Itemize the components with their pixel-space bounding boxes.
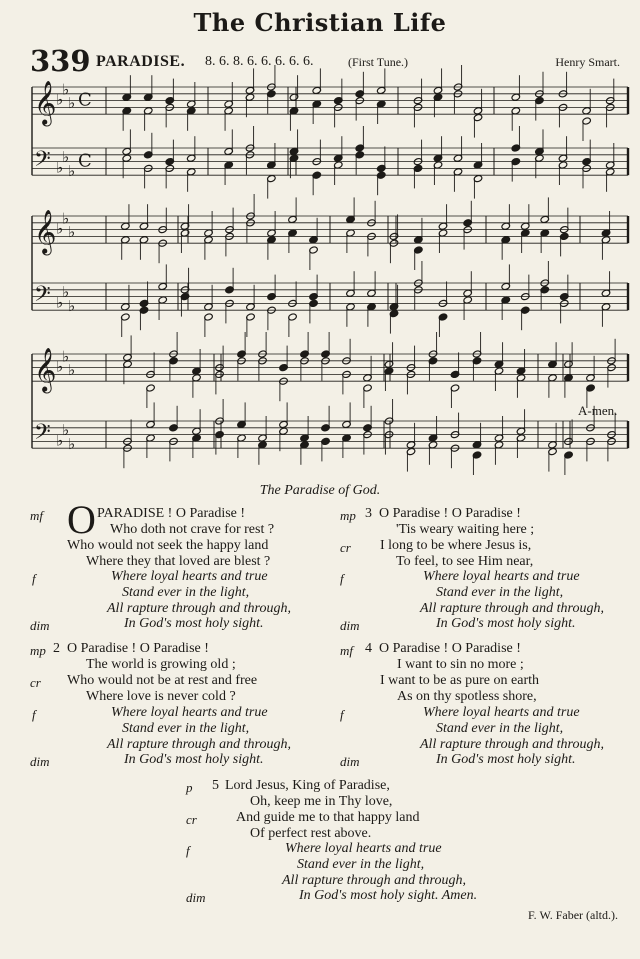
- verse-line: In God's most holy sight.: [124, 616, 264, 631]
- flat-sign: ♭: [68, 361, 76, 379]
- dynamic: f: [340, 707, 344, 722]
- flat-sign: ♭: [62, 347, 70, 366]
- bass-clef: 𝄢: [34, 419, 51, 450]
- dynamic: dim: [30, 754, 50, 769]
- music-score: [0, 0, 640, 475]
- flat-sign: ♭: [68, 161, 76, 180]
- verse-line: Stand ever in the light,: [436, 721, 564, 736]
- treble-clef: 𝄞: [34, 209, 57, 254]
- flat-sign: ♭: [68, 223, 76, 241]
- flat-sign: ♭: [62, 283, 70, 302]
- flat-sign: ♭: [62, 209, 70, 228]
- flat-sign: ♭: [68, 94, 76, 112]
- verse-line: All rapture through and through,: [282, 873, 466, 888]
- flat-sign: ♭: [56, 431, 64, 450]
- amen-label: A-men.: [578, 403, 618, 418]
- dynamic: f: [186, 843, 190, 858]
- dynamic: mp: [340, 508, 356, 523]
- bass-clef: 𝄢: [34, 146, 51, 177]
- verse-line: Who would not be at rest and free: [67, 673, 258, 688]
- verse-line: I long to be where Jesus is,: [380, 538, 532, 553]
- running-head: The Christian Life: [193, 8, 447, 37]
- verse-line: Who would not seek the happy land: [67, 538, 269, 553]
- verse-line: Stand ever in the light,: [436, 585, 564, 600]
- dynamic: p: [186, 780, 193, 795]
- verse-number: 5: [212, 778, 219, 793]
- time-signature: C: [78, 89, 92, 111]
- author-credit: F. W. Faber (altd.).: [527, 908, 618, 922]
- verse-line: Where loyal hearts and true: [285, 841, 442, 856]
- verse-line: To feel, to see Him near,: [396, 554, 534, 569]
- dynamic: f: [32, 707, 36, 722]
- verse-line: Where loyal hearts and true: [111, 569, 268, 584]
- dynamic: cr: [186, 812, 197, 827]
- verse-line: PARADISE ! O Paradise !: [97, 506, 246, 521]
- dynamic: dim: [30, 618, 50, 633]
- meter: 8. 6. 8. 6. 6. 6. 6. 6.: [205, 54, 314, 69]
- verse-line: The world is growing old ;: [86, 657, 236, 672]
- verse-line: All rapture through and through,: [107, 601, 291, 616]
- verse-line: O Paradise ! O Paradise !: [67, 641, 209, 656]
- verse-line: Where loyal hearts and true: [423, 705, 580, 720]
- flat-sign: ♭: [56, 357, 64, 376]
- flat-sign: ♭: [68, 296, 76, 315]
- flat-sign: ♭: [62, 148, 70, 167]
- flat-sign: ♭: [56, 293, 64, 312]
- flat-sign: ♭: [68, 434, 76, 453]
- verse-line: Where love is never cold ?: [86, 689, 236, 704]
- verse-number: 4: [365, 641, 372, 656]
- dynamic: f: [32, 571, 36, 586]
- dynamic: cr: [340, 540, 351, 555]
- verse-line: Where loyal hearts and true: [423, 569, 580, 584]
- drop-cap: O: [67, 497, 96, 542]
- verse-line: In God's most holy sight.: [436, 616, 576, 631]
- verse-line: In God's most holy sight.: [436, 752, 576, 767]
- verse-line: All rapture through and through,: [107, 737, 291, 752]
- verse-line: In God's most holy sight.: [124, 752, 264, 767]
- tune-variant: (First Tune.): [348, 55, 409, 69]
- verse-line: Of perfect rest above.: [250, 826, 372, 841]
- hymn-number: 339: [30, 44, 91, 78]
- verse-line: I want to sin no more ;: [397, 657, 524, 672]
- verse-line: All rapture through and through,: [420, 601, 604, 616]
- verse-line: In God's most holy sight. Amen.: [299, 888, 478, 903]
- verse-line: Stand ever in the light,: [122, 721, 250, 736]
- verse-number: 2: [53, 641, 60, 656]
- tune-name: PARADISE.: [96, 53, 186, 70]
- composer: Henry Smart.: [555, 55, 620, 69]
- verse-line: O Paradise ! O Paradise !: [379, 506, 521, 521]
- flat-sign: ♭: [56, 219, 64, 238]
- verse-line: O Paradise ! O Paradise !: [379, 641, 521, 656]
- verse-line: Stand ever in the light,: [122, 585, 250, 600]
- treble-clef: 𝄞: [34, 347, 57, 392]
- flat-sign: ♭: [56, 158, 64, 177]
- dynamic: f: [340, 571, 344, 586]
- verse-line: And guide me to that happy land: [236, 810, 420, 825]
- verse-line: Stand ever in the light,: [297, 857, 425, 872]
- verse-line: As on thy spotless shore,: [397, 689, 537, 704]
- verse-line: Oh, keep me in Thy love,: [250, 794, 393, 809]
- dynamic: dim: [186, 890, 206, 905]
- flat-sign: ♭: [62, 421, 70, 440]
- verse-line: 'Tis weary waiting here ;: [396, 522, 535, 537]
- bass-clef: 𝄢: [34, 281, 51, 312]
- time-signature: C: [78, 150, 92, 172]
- verse-line: Where loyal hearts and true: [111, 705, 268, 720]
- dynamic: mf: [30, 508, 43, 523]
- flat-sign: ♭: [56, 90, 64, 109]
- verse-line: Lord Jesus, King of Paradise,: [225, 778, 390, 793]
- dynamic: dim: [340, 618, 360, 633]
- dynamic: dim: [340, 754, 360, 769]
- verse-line: Where they that loved are blest ?: [86, 554, 271, 569]
- verse-line: All rapture through and through,: [420, 737, 604, 752]
- treble-clef: 𝄞: [34, 80, 57, 125]
- dynamic: cr: [30, 675, 41, 690]
- flat-sign: ♭: [62, 80, 70, 99]
- dynamic: mf: [340, 643, 353, 658]
- text-title: The Paradise of God.: [259, 483, 381, 498]
- verse-line: I want to be as pure on earth: [380, 673, 539, 688]
- dynamic: mp: [30, 643, 46, 658]
- verse-line: Who doth not crave for rest ?: [110, 522, 275, 537]
- verse-number: 3: [365, 506, 372, 521]
